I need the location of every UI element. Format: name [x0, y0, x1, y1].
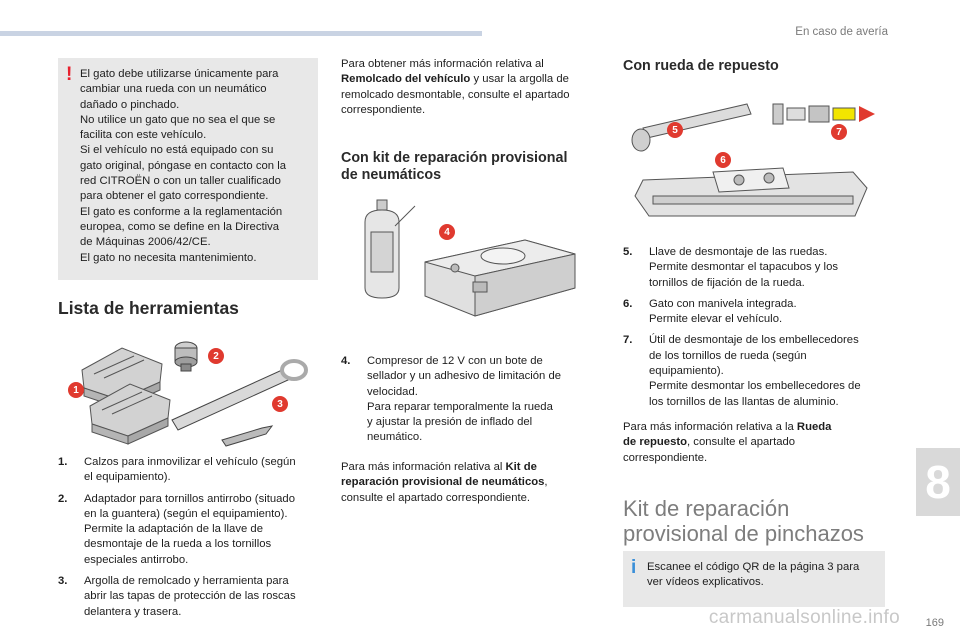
- tools-list: [58, 455, 323, 626]
- warning-text: El gato debe utilizarse únicamente para cambiar una rueda con un neumático dañado o pinchado. No utilice un gato que no sea el que se facilita con este vehículo. Si el vehículo no está equipado con su gato original, póngase en contacto con la red CITROËN o con un taller cualificado para obtener el gato correspondiente. El gato es conforme a la reglamentación europea, como se define en la Directiva de Máquinas 2006/42/CE. El gato no necesita mantenimiento.: [80, 68, 287, 264]
- figure-badge-1: 1: [68, 382, 84, 398]
- spare-wheel-figure: [623, 92, 885, 238]
- wheel-wrench-icon: [632, 104, 751, 151]
- spare-wheel-heading: Con rueda de repuesto: [623, 58, 779, 74]
- section-title: En caso de avería: [795, 26, 888, 38]
- spare-wheel-reference: Para más información relativa a la Rueda de repuesto, consulte el apartado correspondiente.: [623, 421, 832, 464]
- list-item: 7. Útil de desmontaje de los embellecedores de los tornillos de rueda (según equipamiento). Permite desmontar los embellecedores de los tornillos de las llantas de aluminio.: [623, 334, 861, 408]
- info-box: [623, 551, 885, 607]
- warning-exclamation-icon: !: [66, 64, 73, 85]
- page-number: 169: [925, 617, 944, 629]
- warning-box: [58, 58, 318, 280]
- list-item: 4. Compresor de 12 V con un bote de sellador y un adhesivo de limitación de velocidad. Para reparar temporalmente la rueda y ajustar la presión de inflado del neumático.: [341, 355, 562, 444]
- sealant-bottle-icon: [365, 200, 415, 298]
- wheel-chock-icon: [82, 348, 170, 444]
- jack-icon: [635, 168, 867, 216]
- tools-figure: [62, 330, 312, 448]
- figure-badge-5: 5: [667, 122, 683, 138]
- figure-badge-6: 6: [715, 152, 731, 168]
- watermark: carmanualsonline.info: [708, 607, 900, 628]
- info-text: Escanee el código QR de la página 3 para ver vídeos explicativos.: [647, 561, 860, 589]
- header-bar: [0, 31, 482, 36]
- list-item: 6. Gato con manivela integrada. Permite elevar el vehículo.: [623, 297, 797, 326]
- list-item: 5. Llave de desmontaje de las ruedas. Permite desmontar el tapacubos y los tornillos de fijación de la rueda.: [623, 246, 839, 289]
- towing-paragraph: Para obtener más información relativa al Remolcado del vehículo y usar la argolla de remolcado desmontable, consulte el apartado correspondiente.: [341, 58, 570, 116]
- list-item: 2. Adaptador para tornillos antirrobo (situado en la guantera) (según el equipamiento). Permite la adaptación de la llave de desmontaje de la rueda a los tornillos especiales antirrobo.: [58, 492, 296, 566]
- figure-badge-2: 2: [208, 348, 224, 364]
- anti-theft-adapter-icon: [175, 342, 197, 371]
- list-item: 3. Argolla de remolcado y herramienta para abrir las tapas de protección de las roscas delantera y trasera.: [58, 575, 296, 618]
- figure-badge-4: 4: [439, 224, 455, 240]
- chapter-tab: 8: [916, 448, 960, 516]
- spare-wheel-list: [623, 245, 888, 416]
- repair-kit-heading: Con kit de reparación provisional de neumáticos: [341, 150, 568, 183]
- info-icon: i: [631, 557, 637, 578]
- tools-heading: Lista de herramientas: [58, 298, 239, 318]
- list-item: 1. Calzos para inmovilizar el vehículo (según el equipamiento).: [58, 456, 296, 484]
- repair-kit-reference: Para más información relativa al Kit de reparación provisional de neumáticos, consulte el apartado correspondiente.: [341, 461, 548, 504]
- figure-badge-3: 3: [272, 396, 288, 412]
- trim-removal-tool-icon: [773, 104, 875, 124]
- compressor-icon: [425, 240, 575, 316]
- compressor-figure: [355, 192, 595, 334]
- repair-kit-list: [341, 354, 606, 452]
- puncture-kit-title: Kit de reparación provisional de pinchazos: [623, 496, 864, 546]
- figure-badge-7: 7: [831, 124, 847, 140]
